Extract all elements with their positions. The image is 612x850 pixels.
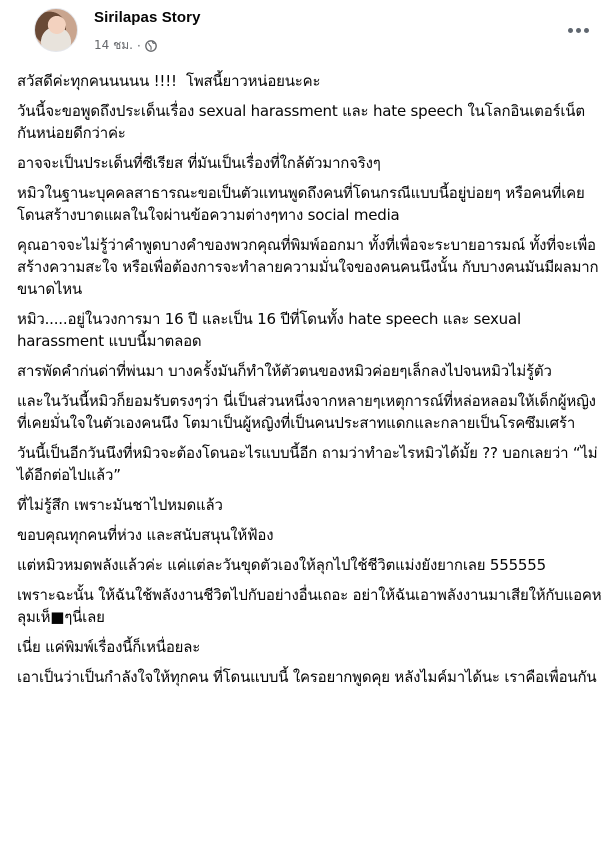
post-paragraph: สวัสดีค่ะทุกคนนนนน !!!! โพสนี้ยาวหน่อยนะคะ	[17, 72, 321, 90]
post-paragraph: คุณอาจจะไม่รู้ว่าคำพูดบางคำของพวกคุณที่พิมพ์ออกมา ทั้งที่เพื่อจะระบายอารมณ์ ทั้งที่จะเพื่อสร้างความสะใจ หรือเพื่อต้องการจะทำลายความมั่นใจของคนคนนึงนั้น กับบางคนมันมีผลมากขนาดไหน	[17, 236, 599, 298]
post-paragraph: และในวันนี้หมิวก็ยอมรับตรงๆว่า นี่เป็นส่วนหนึ่งจากหลายๆเหตุการณ์ที่หล่อหลอมให้เด็กผู้หญิงที่เคยมั่นใจในตัวเองคนนึง โตมาเป็นผู้หญิงที่เป็นคนประสาทแดกและกลายเป็นโรคซึมเศร้า	[17, 392, 596, 432]
timestamp[interactable]: 14 ชม.	[94, 38, 133, 52]
post-paragraph: วันนี้เป็นอีกวันนึงที่หมิวจะต้องโดนอะไรแบบนี้อีก ถามว่าทำอะไรหมิวได้มั้ย ?? บอกเลยว่า “ไม่ได้อีกต่อไปแล้ว”	[17, 444, 598, 484]
globe-icon[interactable]	[145, 40, 157, 52]
post-paragraph: ขอบคุณทุกคนที่ห่วง และสนับสนุนให้ฟ้อง	[17, 526, 274, 544]
post-paragraph: เพราะฉะนั้น ให้ฉันใช้พลังงานชีวิตไปกับอย่างอื่นเถอะ อย่าให้ฉันเอาพลังงานมาเสียให้กับแอคหลุมเห็■ๆนี่เลย	[17, 586, 602, 626]
more-horizontal-icon[interactable]	[564, 20, 592, 40]
post-paragraph: ที่ไม่รู้สึก เพราะมันชาไปหมดแล้ว	[17, 496, 223, 514]
author-name[interactable]: Sirilapas Story	[94, 9, 201, 26]
post-paragraph: วันนี้จะขอพูดถึงประเด็นเรื่อง sexual harassment และ hate speech ในโลกอินเตอร์เน็ตกันหน่อยดีกว่าค่ะ	[17, 102, 585, 142]
post-body	[17, 70, 602, 696]
post-header	[17, 0, 596, 64]
avatar[interactable]	[34, 8, 78, 52]
post-paragraph: หมิวในฐานะบุคคลสาธารณะขอเป็นตัวแทนพูดถึงคนที่โดนกรณีแบบนี้อยู่บ่อยๆ หรือคนที่เคยโดนสร้างบาดแผลในใจผ่านข้อความต่างๆทาง social media	[17, 184, 585, 224]
meta-separator: ·	[136, 38, 141, 53]
post-paragraph: เอาเป็นว่าเป็นกำลังใจให้ทุกคน ที่โดนแบบนี้ ใครอยากพูดคุย หลังไมค์มาได้นะ เราคือเพื่อนกัน	[17, 668, 597, 686]
post-paragraph: แต่หมิวหมดพลังแล้วค่ะ แค่แต่ละวันขุดตัวเองให้ลุกไปใช้ชีวิตแม่งยังยากเลย 555555	[17, 556, 546, 574]
post-paragraph: เนี่ย แค่พิมพ์เรื่องนี้ก็เหนื่อยละ	[17, 638, 201, 656]
post-paragraph: หมิว.....อยู่ในวงการมา 16 ปี และเป็น 16 ปีที่โดนทั้ง hate speech และ sexual harassment แบบนี้มาตลอด	[17, 310, 526, 350]
post-meta	[94, 36, 157, 55]
post-paragraph: สารพัดคำก่นด่าที่พ่นมา บางครั้งมันก็ทำให้ตัวตนของหมิวค่อยๆเล็กลงไปจนหมิวไม่รู้ตัว	[17, 362, 552, 380]
post-paragraph: อาจจะเป็นประเด็นที่ซีเรียส ที่มันเป็นเรื่องที่ใกล้ตัวมากจริงๆ	[17, 154, 381, 172]
